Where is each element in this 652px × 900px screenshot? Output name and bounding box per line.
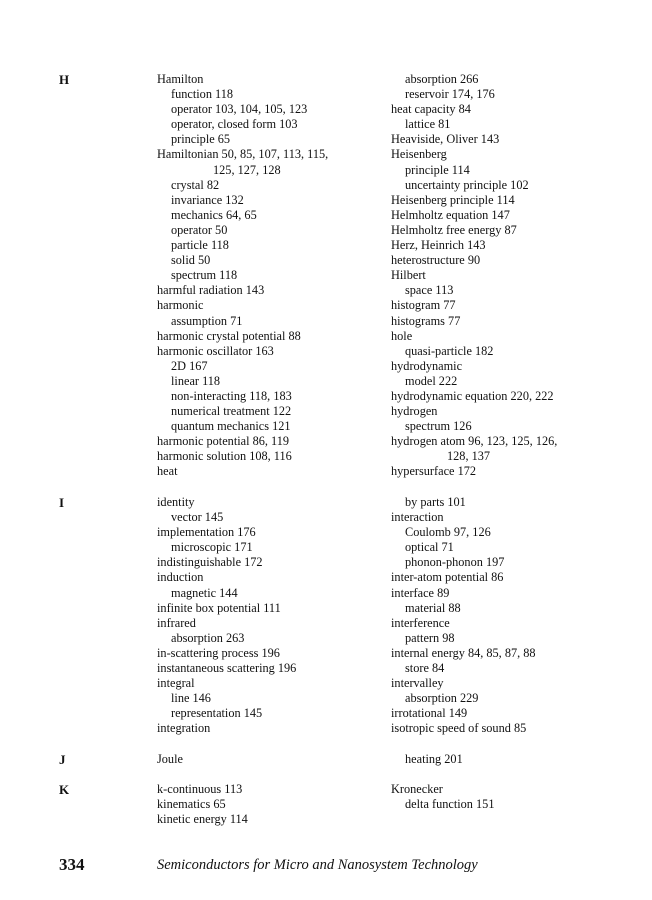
index-entry: harmonic solution 108, 116 <box>157 449 292 464</box>
index-entry: harmful radiation 143 <box>157 283 265 298</box>
index-entry: infrared <box>157 615 196 630</box>
index-subentry: absorption 229 <box>405 691 479 706</box>
index-entry: harmonic crystal potential 88 <box>157 328 301 343</box>
index-subentry: operator 50 <box>171 222 228 237</box>
index-subentry: vector 145 <box>171 510 224 525</box>
index-subentry: spectrum 126 <box>405 419 472 434</box>
index-subentry: quasi-particle 182 <box>405 343 494 358</box>
index-subentry: invariance 132 <box>171 192 244 207</box>
index-column-right <box>391 72 621 480</box>
index-subentry: uncertainty principle 102 <box>405 177 529 192</box>
index-entry: interference <box>391 615 450 630</box>
index-entry: Kronecker <box>391 782 443 796</box>
index-entry: harmonic oscillator 163 <box>157 343 274 358</box>
index-subentry: principle 65 <box>171 132 231 147</box>
index-entry: harmonic potential 86, 119 <box>157 434 290 449</box>
index-subentry: store 84 <box>405 661 445 676</box>
index-entry: identity <box>157 495 195 509</box>
page-number: 334 <box>59 855 85 874</box>
index-entry: heat <box>157 464 178 479</box>
index-subentry: solid 50 <box>171 253 211 268</box>
index-entry: hydrodynamic equation 220, 222 <box>391 388 554 403</box>
index-subentry: lattice 81 <box>405 117 451 132</box>
index-entry: interaction <box>391 510 444 525</box>
index-subentry: linear 118 <box>171 373 221 388</box>
index-entry: Hamilton <box>157 72 204 86</box>
index-subentry: non-interacting 118, 183 <box>171 388 292 403</box>
index-subentry: pattern 98 <box>405 630 455 645</box>
index-subentry: operator 103, 104, 105, 123 <box>171 102 308 117</box>
section-letter: I <box>59 495 65 510</box>
index-subentry: 2D 167 <box>171 358 208 373</box>
index-subentry: operator, closed form 103 <box>171 117 298 132</box>
index-entry-continuation: 125, 127, 128 <box>213 162 281 177</box>
index-entry: interface 89 <box>391 585 450 600</box>
index-entry: heat capacity 84 <box>391 102 471 117</box>
index-entry: integral <box>157 676 195 691</box>
index-entry: instantaneous scattering 196 <box>157 661 297 676</box>
index-subentry: absorption 263 <box>171 630 245 645</box>
index-entry: Helmholtz free energy 87 <box>391 222 517 237</box>
index-entry: implementation 176 <box>157 525 256 540</box>
index-entry: Herz, Heinrich 143 <box>391 238 486 253</box>
index-entry: hydrogen <box>391 404 438 419</box>
index-entry: histograms 77 <box>391 313 461 328</box>
index-entry: Heaviside, Oliver 143 <box>391 132 500 147</box>
index-entry: kinematics 65 <box>157 797 226 812</box>
index-entry: hydrodynamic <box>391 358 463 373</box>
index-subentry: principle 114 <box>405 162 470 177</box>
index-subentry: Coulomb 97, 126 <box>405 525 491 540</box>
index-entry: harmonic <box>157 298 204 313</box>
index-subentry: function 118 <box>171 87 234 102</box>
index-entry: irrotational 149 <box>391 706 468 721</box>
index-subentry: line 146 <box>171 691 211 706</box>
index-entry: indistinguishable 172 <box>157 555 263 570</box>
index-entry: in-scattering process 196 <box>157 645 280 660</box>
index-entry: infinite box potential 111 <box>157 600 281 615</box>
index-column-left <box>157 782 385 827</box>
index-subentry: reservoir 174, 176 <box>405 87 495 102</box>
index-entry: inter-atom potential 86 <box>391 570 504 585</box>
index-entry: Heisenberg <box>391 147 447 162</box>
index-entry: hydrogen atom 96, 123, 125, 126, <box>391 434 558 449</box>
index-entry: isotropic speed of sound 85 <box>391 721 527 736</box>
index-subentry: numerical treatment 122 <box>171 404 292 419</box>
index-subentry: model 222 <box>405 373 458 388</box>
index-subentry: crystal 82 <box>171 177 220 192</box>
index-entry: Hamiltonian 50, 85, 107, 113, 115, <box>157 147 329 162</box>
section-letter: J <box>59 752 66 767</box>
index-entry: integration <box>157 721 211 736</box>
section-letter: K <box>59 782 70 797</box>
index-subentry: representation 145 <box>171 706 263 721</box>
index-entry: Hilbert <box>391 268 426 283</box>
index-subentry: particle 118 <box>171 238 229 253</box>
index-entry: Helmholtz equation 147 <box>391 207 510 222</box>
index-entry: Heisenberg principle 114 <box>391 192 515 207</box>
index-entry: histogram 77 <box>391 298 456 313</box>
index-subentry: material 88 <box>405 600 461 615</box>
index-subentry: magnetic 144 <box>171 585 238 600</box>
index-entry: internal energy 84, 85, 87, 88 <box>391 645 536 660</box>
index-subentry: delta function 151 <box>405 797 495 812</box>
index-column-right <box>391 752 621 767</box>
index-subentry: microscopic 171 <box>171 540 253 555</box>
index-entry: heterostructure 90 <box>391 253 481 268</box>
index-column-right <box>391 782 621 812</box>
index-column-left <box>157 495 385 737</box>
index-entry: k-continuous 113 <box>157 782 243 796</box>
index-subentry: phonon-phonon 197 <box>405 555 505 570</box>
index-subentry: space 113 <box>405 283 454 298</box>
index-subentry: optical 71 <box>405 540 454 555</box>
index-entry: Joule <box>157 752 183 766</box>
index-subentry: assumption 71 <box>171 313 243 328</box>
index-subentry: spectrum 118 <box>171 268 238 283</box>
index-entry: kinetic energy 114 <box>157 812 248 827</box>
index-entry: hypersurface 172 <box>391 464 477 479</box>
book-title: Semiconductors for Micro and Nanosystem Technology <box>157 857 478 873</box>
index-subentry: mechanics 64, 65 <box>171 207 257 222</box>
index-column-left <box>157 72 385 480</box>
index-entry-continuation: 128, 137 <box>447 449 491 464</box>
index-entry: hole <box>391 328 413 343</box>
index-column-left <box>157 752 385 767</box>
index-column-right <box>391 495 621 737</box>
index-subentry: by parts 101 <box>405 495 466 509</box>
index-entry: induction <box>157 570 204 585</box>
index-subentry: heating 201 <box>405 752 463 766</box>
index-subentry: quantum mechanics 121 <box>171 419 291 434</box>
index-entry: intervalley <box>391 676 444 691</box>
index-subentry: absorption 266 <box>405 72 479 86</box>
section-letter: H <box>59 72 70 87</box>
